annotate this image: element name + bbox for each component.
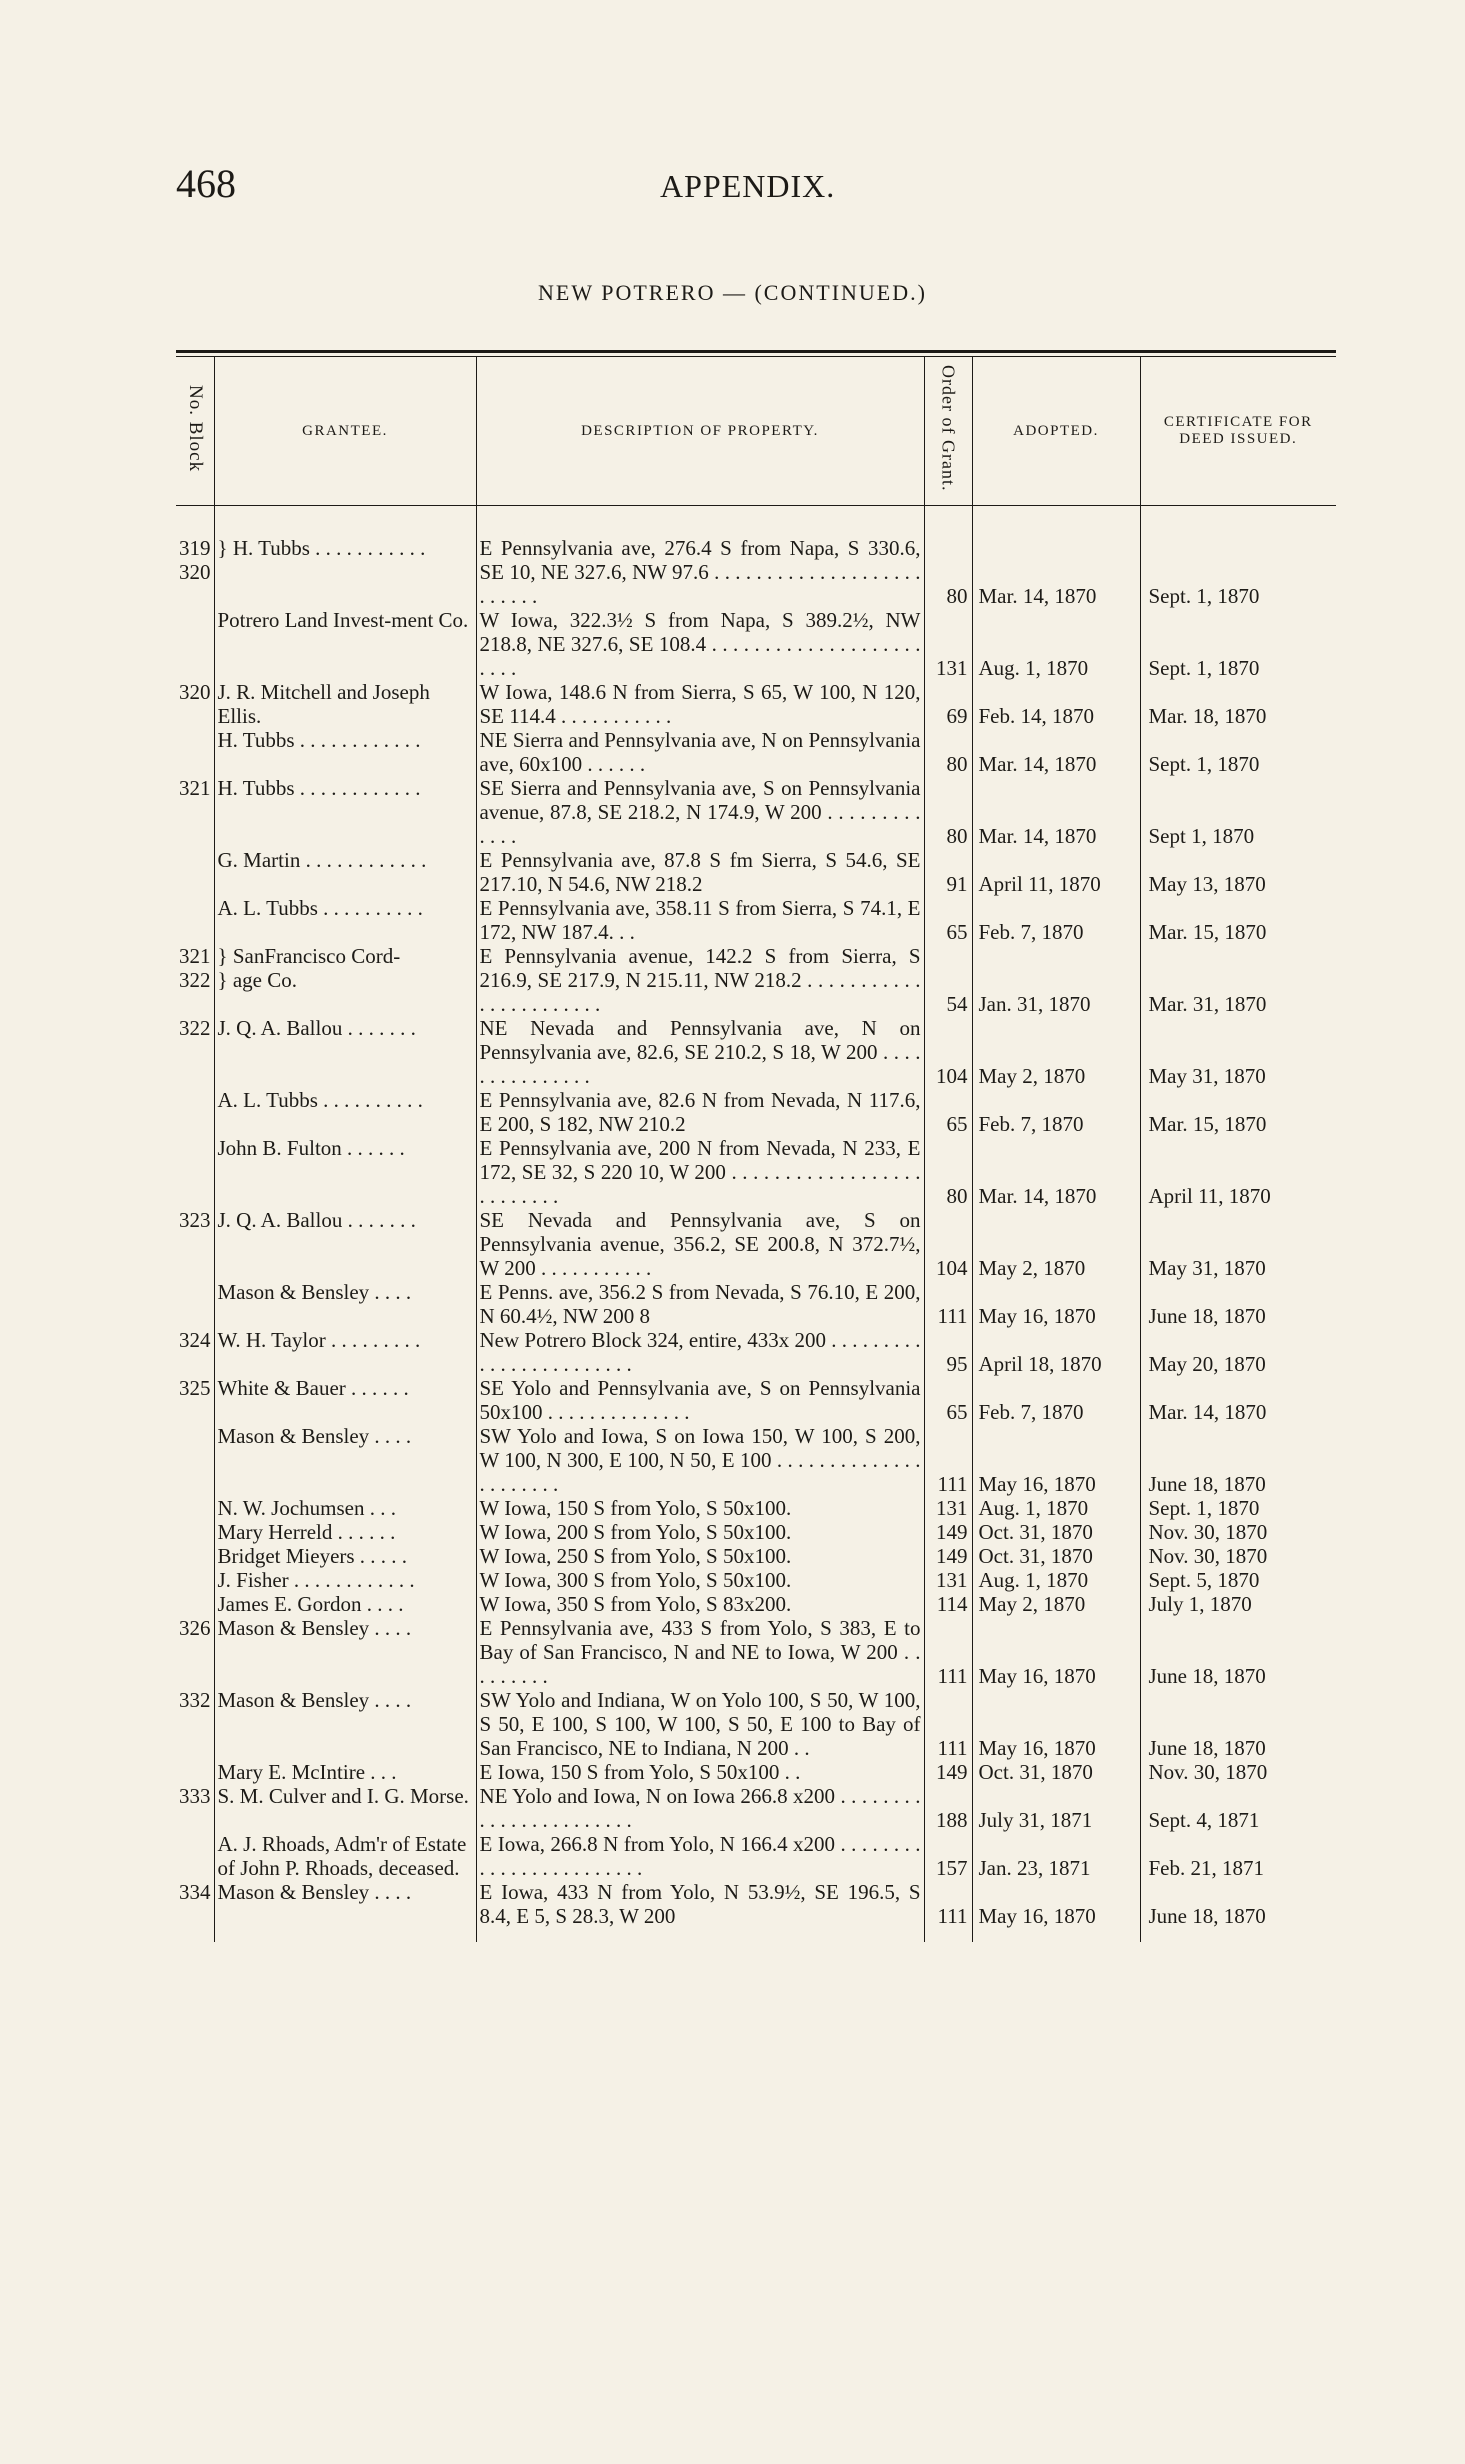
property-description: W Iowa, 200 S from Yolo, S 50x100. (476, 1520, 924, 1544)
block-number (176, 1424, 214, 1496)
block-number (176, 848, 214, 896)
grant-order: 149 (924, 1544, 972, 1568)
certificate-date: Mar. 15, 1870 (1140, 896, 1336, 944)
certificate-date: May 20, 1870 (1140, 1328, 1336, 1376)
adopted-date: Mar. 14, 1870 (972, 1136, 1140, 1208)
col-header-description: DESCRIPTION OF PROPERTY. (476, 357, 924, 506)
grantee-name (214, 1784, 476, 1832)
grantee-name (214, 1016, 476, 1088)
grant-order: 111 (924, 1880, 972, 1942)
property-description: W Iowa, 250 S from Yolo, S 50x100. (476, 1544, 924, 1568)
table-row (176, 1544, 1336, 1568)
property-description: New Potrero Block 324, entire, 433x 200 . . . . . . . . . . . . . . . . . . . . . . . . (476, 1328, 924, 1376)
property-description: E Iowa, 150 S from Yolo, S 50x100 . . (476, 1760, 924, 1784)
property-description: SW Yolo and Indiana, W on Yolo 100, S 50, W 100, S 50, E 100, S 100, W 100, S 50, E 100 to Bay of San Francisco, NE to Indiana, N 200 . . (476, 1688, 924, 1760)
grant-order: 157 (924, 1832, 972, 1880)
grantee-text: G. Martin . . . . . . . . . . . . (217, 848, 427, 872)
grantee-text: James E. Gordon . . . . (217, 1592, 404, 1616)
certificate-date: Nov. 30, 1870 (1140, 1760, 1336, 1784)
block-number: 321 (179, 776, 211, 800)
property-description: E Pennsylvania avenue, 142.2 S from Sierra, S 216.9, SE 217.9, N 215.11, NW 218.2 . . . . . . . . . . . . . . . . . . . . . . . (476, 944, 924, 1016)
certificate-date: Nov. 30, 1870 (1140, 1520, 1336, 1544)
grantee-name (214, 608, 476, 680)
adopted-date: Aug. 1, 1870 (972, 608, 1140, 680)
grantee-text: A. L. Tubbs . . . . . . . . . . (217, 896, 423, 920)
grant-order: 54 (924, 944, 972, 1016)
block-number: 322 (179, 1016, 211, 1040)
table-row (176, 1688, 1336, 1760)
grantee-text: J. Q. A. Ballou . . . . . . . (217, 1208, 416, 1232)
table-row (176, 1088, 1336, 1136)
grantee-name (214, 1088, 476, 1136)
certificate-date: May 13, 1870 (1140, 848, 1336, 896)
grantee-text: A. L. Tubbs . . . . . . . . . . (217, 1088, 423, 1112)
grantee-text: H. Tubbs . . . . . . . . . . . . (217, 776, 421, 800)
block-number (176, 1544, 214, 1568)
grant-order: 104 (924, 1016, 972, 1088)
grantee-text: Mary E. McIntire . . . (217, 1760, 397, 1784)
certificate-date: Sept 1, 1870 (1140, 776, 1336, 848)
certificate-date: June 18, 1870 (1140, 1616, 1336, 1688)
property-description: W Iowa, 300 S from Yolo, S 50x100. (476, 1568, 924, 1592)
certificate-date: Feb. 21, 1871 (1140, 1832, 1336, 1880)
property-description: NE Yolo and Iowa, N on Iowa 266.8 x200 . . . . . . . . . . . . . . . . . . . . . . . (476, 1784, 924, 1832)
grant-order: 104 (924, 1208, 972, 1280)
certificate-date: Sept. 1, 1870 (1140, 1496, 1336, 1520)
adopted-date: Oct. 31, 1870 (972, 1760, 1140, 1784)
property-description: W Iowa, 350 S from Yolo, S 83x200. (476, 1592, 924, 1616)
block-number (176, 1088, 214, 1136)
grantee-text: J. R. Mitchell and Joseph Ellis. (217, 680, 430, 728)
adopted-date: Feb. 7, 1870 (972, 1088, 1140, 1136)
adopted-date: May 16, 1870 (972, 1688, 1140, 1760)
certificate-date: Mar. 18, 1870 (1140, 680, 1336, 728)
certificate-date: May 31, 1870 (1140, 1208, 1336, 1280)
adopted-date: Aug. 1, 1870 (972, 1496, 1140, 1520)
block-number: 326 (179, 1616, 211, 1640)
col-header-order: Order of Grant. (924, 357, 972, 506)
grantee-name (214, 1280, 476, 1328)
certificate-date: Mar. 31, 1870 (1140, 944, 1336, 1016)
page-number: 468 (176, 161, 236, 206)
header-row (176, 357, 1336, 506)
property-description: SE Yolo and Pennsylvania ave, S on Pennsylvania 50x100 . . . . . . . . . . . . . . (476, 1376, 924, 1424)
grant-order: 131 (924, 1496, 972, 1520)
block-number (176, 1568, 214, 1592)
block-number: 325 (179, 1376, 211, 1400)
grantee-name (214, 776, 476, 848)
adopted-date: Feb. 7, 1870 (972, 1376, 1140, 1424)
certificate-date: Mar. 15, 1870 (1140, 1088, 1336, 1136)
grantee-name (214, 1520, 476, 1544)
property-description: E Pennsylvania ave, 87.8 S fm Sierra, S 54.6, SE 217.10, N 54.6, NW 218.2 (476, 848, 924, 896)
certificate-date: April 11, 1870 (1140, 1136, 1336, 1208)
adopted-date: Jan. 23, 1871 (972, 1832, 1140, 1880)
adopted-date: Feb. 14, 1870 (972, 680, 1140, 728)
block-number (176, 1136, 214, 1208)
table-row (176, 1784, 1336, 1832)
grant-order: 131 (924, 608, 972, 680)
table-row (176, 944, 1336, 1016)
grantee-text: Potrero Land Invest-ment Co. (217, 608, 469, 632)
grant-order: 111 (924, 1280, 972, 1328)
block-number: 332 (179, 1688, 211, 1712)
table-row (176, 680, 1336, 728)
grantee-name (214, 1544, 476, 1568)
table-row (176, 1568, 1336, 1592)
adopted-date: April 11, 1870 (972, 848, 1140, 896)
grant-order: 65 (924, 896, 972, 944)
grants-table-wrapper (176, 350, 1336, 1942)
grant-order: 95 (924, 1328, 972, 1376)
certificate-date: June 18, 1870 (1140, 1880, 1336, 1942)
grantee-text: } SanFrancisco Cord- } age Co. (217, 944, 401, 992)
grant-order: 111 (924, 1424, 972, 1496)
certificate-date: Sept. 1, 1870 (1140, 506, 1336, 609)
table-row (176, 1760, 1336, 1784)
block-number: 334 (179, 1880, 211, 1904)
table-row (176, 1520, 1336, 1544)
table-row (176, 1328, 1336, 1376)
grantee-name (214, 1496, 476, 1520)
block-number (176, 1520, 214, 1544)
adopted-date: Mar. 14, 1870 (972, 506, 1140, 609)
property-description: W Iowa, 150 S from Yolo, S 50x100. (476, 1496, 924, 1520)
property-description: NE Sierra and Pennsylvania ave, N on Pennsylvania ave, 60x100 . . . . . . (476, 728, 924, 776)
grantee-text: Mason & Bensley . . . . (217, 1880, 412, 1904)
block-number: 324 (179, 1328, 211, 1352)
certificate-date: June 18, 1870 (1140, 1424, 1336, 1496)
grant-order: 69 (924, 680, 972, 728)
table-row (176, 1136, 1336, 1208)
table-row (176, 1280, 1336, 1328)
grant-order: 65 (924, 1088, 972, 1136)
property-description: E Pennsylvania ave, 358.11 S from Sierra, S 74.1, E 172, NW 187.4. . . (476, 896, 924, 944)
grant-order: 188 (924, 1784, 972, 1832)
col-header-certificate: CERTIFICATE FOR DEED ISSUED. (1140, 357, 1336, 506)
grantee-text: N. W. Jochumsen . . . (217, 1496, 396, 1520)
block-number (176, 1760, 214, 1784)
adopted-date: Mar. 14, 1870 (972, 776, 1140, 848)
grantee-name (214, 1376, 476, 1424)
adopted-date: May 16, 1870 (972, 1280, 1140, 1328)
grant-order: 149 (924, 1760, 972, 1784)
property-description: E Penns. ave, 356.2 S from Nevada, S 76.10, E 200, N 60.4½, NW 200 8 (476, 1280, 924, 1328)
adopted-date: May 16, 1870 (972, 1424, 1140, 1496)
property-description: NE Nevada and Pennsylvania ave, N on Pennsylvania ave, 82.6, SE 210.2, S 18, W 200 . . . . . . . . . . . . . . . (476, 1016, 924, 1088)
grantee-text: W. H. Taylor . . . . . . . . . (217, 1328, 421, 1352)
grantee-text: J. Fisher . . . . . . . . . . . . (217, 1568, 415, 1592)
grant-order: 80 (924, 728, 972, 776)
property-description: E Pennsylvania ave, 82.6 N from Nevada, N 117.6, E 200, S 182, NW 210.2 (476, 1088, 924, 1136)
grants-table (176, 357, 1336, 1942)
block-number: 320 (179, 680, 211, 704)
table-row (176, 1424, 1336, 1496)
grantee-text: Bridget Mieyers . . . . . (217, 1544, 408, 1568)
col-header-adopted: ADOPTED. (972, 357, 1140, 506)
grantee-name (214, 1424, 476, 1496)
grant-order: 131 (924, 1568, 972, 1592)
property-description: E Pennsylvania ave, 276.4 S from Napa, S 330.6, SE 10, NE 327.6, NW 97.6 . . . . . . . . . . . . . . . . . . . . . . . . . . (476, 506, 924, 609)
certificate-date: July 1, 1870 (1140, 1592, 1336, 1616)
grantee-name (214, 1688, 476, 1760)
adopted-date: July 31, 1871 (972, 1784, 1140, 1832)
table-row (176, 728, 1336, 776)
adopted-date: Oct. 31, 1870 (972, 1544, 1140, 1568)
grantee-text: Mason & Bensley . . . . (217, 1688, 412, 1712)
block-number (176, 1496, 214, 1520)
grantee-text: S. M. Culver and I. G. Morse. (217, 1784, 469, 1808)
block-number (176, 1280, 214, 1328)
certificate-date: Sept. 1, 1870 (1140, 728, 1336, 776)
grant-order: 65 (924, 1376, 972, 1424)
grantee-name (214, 1832, 476, 1880)
block-number (176, 1832, 214, 1880)
block-number (176, 896, 214, 944)
grantee-name (214, 1760, 476, 1784)
certificate-date: June 18, 1870 (1140, 1688, 1336, 1760)
grantee-text: A. J. Rhoads, Adm'r of Estate of John P. Rhoads, deceased. (217, 1832, 467, 1880)
grantee-text: Mason & Bensley . . . . (217, 1424, 412, 1448)
table-body (176, 506, 1336, 1943)
adopted-date: Aug. 1, 1870 (972, 1568, 1140, 1592)
grantee-name (214, 728, 476, 776)
certificate-date: Sept. 4, 1871 (1140, 1784, 1336, 1832)
block-number (176, 1592, 214, 1616)
grant-order: 80 (924, 1136, 972, 1208)
certificate-date: Nov. 30, 1870 (1140, 1544, 1336, 1568)
grantee-name (214, 1208, 476, 1280)
grantee-name (214, 1880, 476, 1942)
section-title: NEW POTRERO — (CONTINUED.) (538, 280, 927, 305)
grantee-name (214, 944, 476, 1016)
adopted-date: May 2, 1870 (972, 1592, 1140, 1616)
property-description: E Pennsylvania ave, 433 S from Yolo, S 383, E to Bay of San Francisco, N and NE to Iowa, W 200 . . . . . . . . . (476, 1616, 924, 1688)
property-description: E Iowa, 433 N from Yolo, N 53.9½, SE 196.5, S 8.4, E 5, S 28.3, W 200 (476, 1880, 924, 1942)
grantee-name (214, 680, 476, 728)
table-row (176, 608, 1336, 680)
block-number: 333 (179, 1784, 211, 1808)
adopted-date: Feb. 7, 1870 (972, 896, 1140, 944)
grantee-name (214, 1592, 476, 1616)
adopted-date: May 16, 1870 (972, 1616, 1140, 1688)
grantee-name (214, 1328, 476, 1376)
adopted-date: Jan. 31, 1870 (972, 944, 1140, 1016)
table-row (176, 848, 1336, 896)
certificate-date: June 18, 1870 (1140, 1280, 1336, 1328)
table-row (176, 1496, 1336, 1520)
certificate-date: Sept. 5, 1870 (1140, 1568, 1336, 1592)
grant-order: 111 (924, 1688, 972, 1760)
table-row (176, 506, 1336, 609)
grant-order: 149 (924, 1520, 972, 1544)
grantee-text: Mary Herreld . . . . . . (217, 1520, 396, 1544)
grantee-text: White & Bauer . . . . . . (217, 1376, 409, 1400)
block-number (176, 608, 214, 680)
grantee-text: Mason & Bensley . . . . (217, 1616, 412, 1640)
table-row (176, 1880, 1336, 1942)
block-number (176, 728, 214, 776)
grantee-name (214, 506, 476, 609)
block-number: 319 320 (179, 536, 211, 584)
table-row (176, 1616, 1336, 1688)
table-row (176, 1016, 1336, 1088)
adopted-date: April 18, 1870 (972, 1328, 1140, 1376)
table-row (176, 1832, 1336, 1880)
grant-order: 111 (924, 1616, 972, 1688)
grant-order: 91 (924, 848, 972, 896)
table-row (176, 1592, 1336, 1616)
property-description: W Iowa, 322.3½ S from Napa, S 389.2½, NW 218.8, NE 327.6, SE 108.4 . . . . . . . . . . . . . . . . . . . . . . . . (476, 608, 924, 680)
property-description: E Pennsylvania ave, 200 N from Nevada, N 233, E 172, SE 32, S 220 10, W 200 . . . . . . . . . . . . . . . . . . . . . . . . . . (476, 1136, 924, 1208)
adopted-date: May 16, 1870 (972, 1880, 1140, 1942)
table-row (176, 776, 1336, 848)
certificate-date: May 31, 1870 (1140, 1016, 1336, 1088)
property-description: SE Sierra and Pennsylvania ave, S on Pennsylvania avenue, 87.8, SE 218.2, N 174.9, W 200 . . . . . . . . . . . . . (476, 776, 924, 848)
grantee-text: J. Q. A. Ballou . . . . . . . (217, 1016, 416, 1040)
property-description: E Iowa, 266.8 N from Yolo, N 166.4 x200 . . . . . . . . . . . . . . . . . . . . . . . . (476, 1832, 924, 1880)
grantee-text: Mason & Bensley . . . . (217, 1280, 412, 1304)
grantee-name (214, 1568, 476, 1592)
col-header-block: No. Block (176, 357, 214, 506)
grantee-name (214, 896, 476, 944)
certificate-date: Mar. 14, 1870 (1140, 1376, 1336, 1424)
grant-order: 114 (924, 1592, 972, 1616)
table-row (176, 896, 1336, 944)
adopted-date: Mar. 14, 1870 (972, 728, 1140, 776)
block-number: 323 (179, 1208, 211, 1232)
grantee-text: H. Tubbs . . . . . . . . . . . . (217, 728, 421, 752)
table-row (176, 1376, 1336, 1424)
adopted-date: May 2, 1870 (972, 1208, 1140, 1280)
grant-order: 80 (924, 506, 972, 609)
col-header-grantee: GRANTEE. (214, 357, 476, 506)
property-description: SW Yolo and Iowa, S on Iowa 150, W 100, S 200, W 100, N 300, E 100, N 50, E 100 . . . . . . . . . . . . . . . . . . . . . . (476, 1424, 924, 1496)
property-description: W Iowa, 148.6 N from Sierra, S 65, W 100, N 120, SE 114.4 . . . . . . . . . . . (476, 680, 924, 728)
table-row (176, 1208, 1336, 1280)
adopted-date: May 2, 1870 (972, 1016, 1140, 1088)
grantee-name (214, 848, 476, 896)
grantee-name (214, 1136, 476, 1208)
grantee-text: John B. Fulton . . . . . . (217, 1136, 405, 1160)
top-rule (176, 350, 1336, 353)
block-number: 321 322 (179, 944, 211, 992)
certificate-date: Sept. 1, 1870 (1140, 608, 1336, 680)
grant-order: 80 (924, 776, 972, 848)
grantee-name (214, 1616, 476, 1688)
adopted-date: Oct. 31, 1870 (972, 1520, 1140, 1544)
property-description: SE Nevada and Pennsylvania ave, S on Pennsylvania avenue, 356.2, SE 200.8, N 372.7½, W 200 . . . . . . . . . . . (476, 1208, 924, 1280)
grantee-text: } H. Tubbs . . . . . . . . . . . (217, 536, 426, 560)
running-title: APPENDIX. (660, 168, 836, 204)
